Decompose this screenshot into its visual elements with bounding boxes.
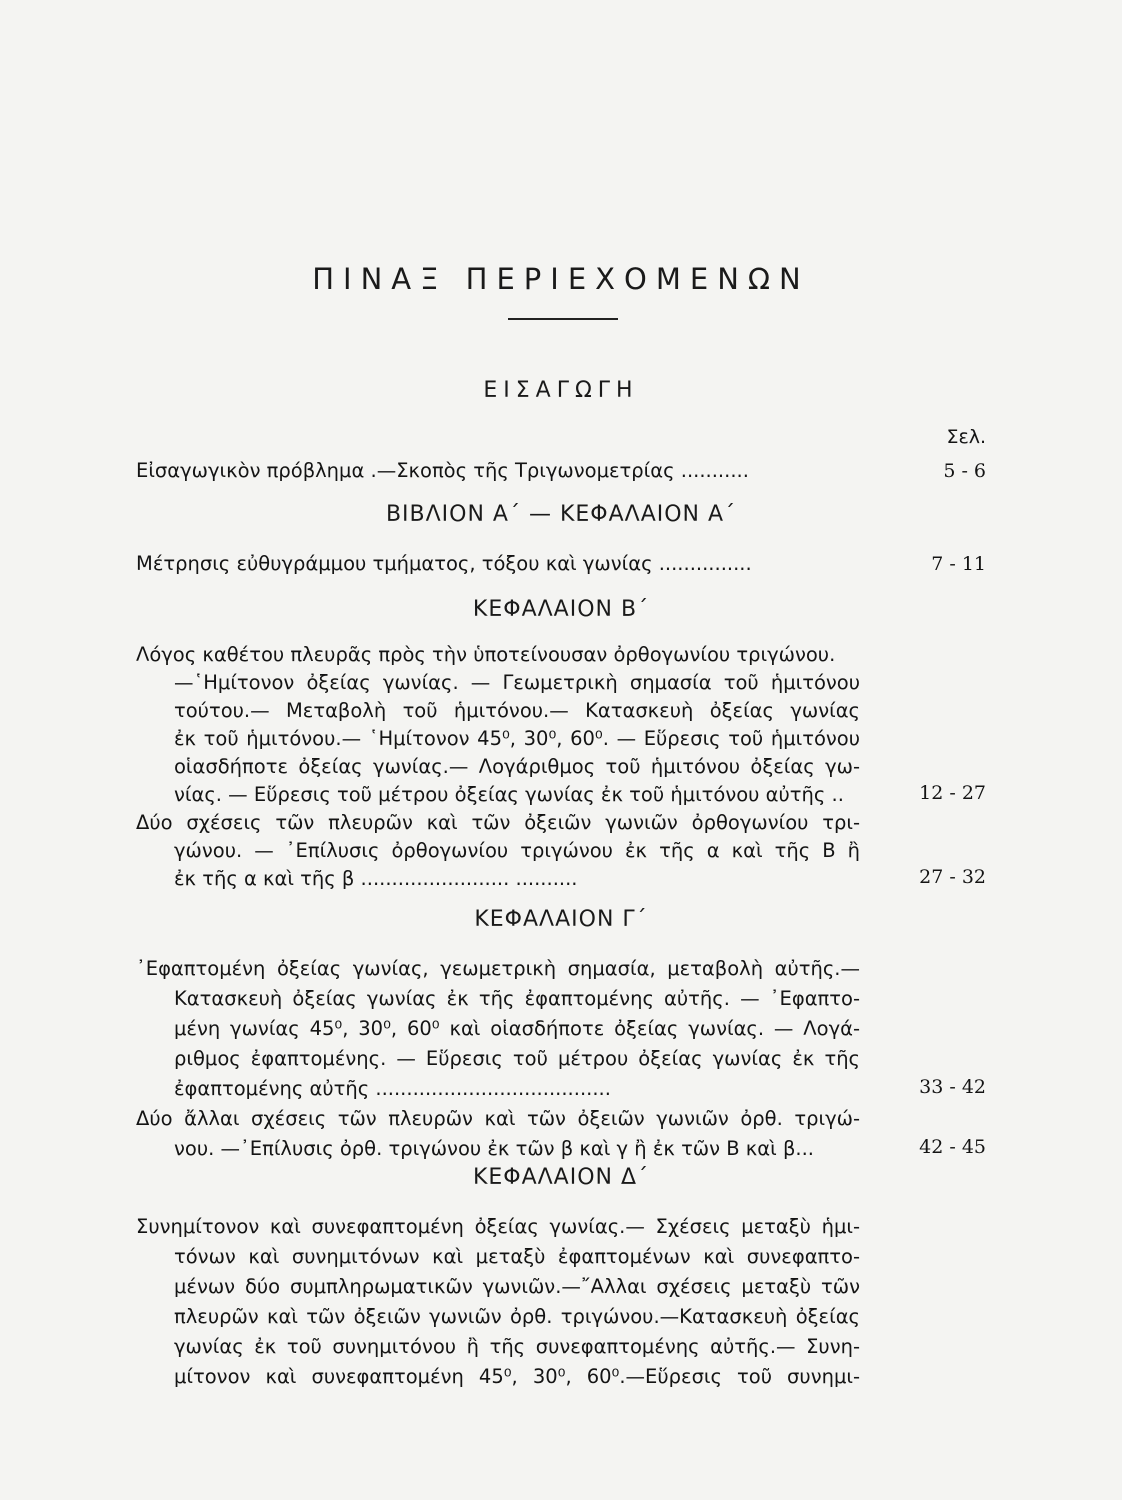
toc-line: ᾽Εφαπτομένη ὀξείας γωνίας, γεωμετρικὴ σημασία, μεταβολὴ αὐτῆς.— [136,957,860,980]
toc-page: 42 - 45 [919,1136,986,1158]
toc-line: —῾Ημίτονον ὀξείας γωνίας. — Γεωμετρικὴ σημασία τοῦ ἡμιτόνου [174,671,860,694]
page-title: ΠΙΝΑΞ ΠΕΡΙΕΧΟΜΕΝΩΝ [312,262,810,296]
toc-line: γώνου. — ᾽Επίλυσις ὀρθογωνίου τριγώνου ἐκ τῆς α καὶ τῆς Β ἢ [174,839,860,862]
toc-line: Δύο ἄλλαι σχέσεις τῶν πλευρῶν καὶ τῶν ὀξειῶν γωνιῶν ὀρθ. τριγώ- [136,1107,860,1130]
toc-line: Συνημίτονον καὶ συνεφαπτομένη ὀξείας γωνίας.— Σχέσεις μεταξὺ ἡμι- [136,1215,860,1238]
intro-heading: ΕΙΣΑΓΩΓΗ [483,378,639,403]
toc-line: μένη γωνίας 45⁰, 30⁰, 60⁰ καὶ οἱασδήποτε ὀξείας γωνίας. — Λογά- [174,1017,860,1040]
chapter-b-heading: ΚΕΦΑΛΑΙΟΝ Β΄ [472,597,650,622]
toc-line: ἐφαπτομένης αὐτῆς ...................................... [174,1077,611,1100]
toc-line: ριθμος ἐφαπτομένης. — Εὕρεσις τοῦ μέτρου ὀξείας γωνίας ἐκ τῆς [174,1047,860,1070]
toc-entry-intro: Εἰσαγωγικὸν πρόβλημα .—Σκοπὸς τῆς Τριγωνομετρίας ........... [136,459,749,482]
toc-line: νου. —᾽Επίλυσις ὀρθ. τριγώνου ἐκ τῶν β καὶ γ ἢ ἐκ τῶν Β καὶ β... [174,1137,814,1160]
toc-line: νίας. — Εὕρεσις τοῦ μέτρου ὀξείας γωνίας ἐκ τοῦ ἡμιτόνου αὐτῆς .. [174,783,844,806]
toc-line: Κατασκευὴ ὀξείας γωνίας ἐκ τῆς ἐφαπτομένης αὐτῆς. — ᾽Εφαπτο- [174,987,860,1010]
title-rule [508,318,618,320]
toc-line: πλευρῶν καὶ τῶν ὀξειῶν γωνιῶν ὀρθ. τριγώνου.—Κατασκευὴ ὀξείας [174,1305,860,1328]
toc-line: ἐκ τῆς α καὶ τῆς β ........................ .......... [174,867,578,890]
page-column-label: Σελ. [946,426,986,448]
toc-line: Δύο σχέσεις τῶν πλευρῶν καὶ τῶν ὀξειῶν γωνιῶν ὀρθογωνίου τρι- [136,811,860,834]
toc-entry-chapter-a: Μέτρησις εὐθυγράμμου τμήματος, τόξου καὶ γωνίας ............... [136,552,752,575]
toc-line: τούτου.— Μεταβολὴ τοῦ ἡμιτόνου.— Κατασκευὴ ὀξείας γωνίας [174,699,860,722]
toc-line: τόνων καὶ συνημιτόνων καὶ μεταξὺ ἐφαπτομένων καὶ συνεφαπτο- [174,1245,860,1268]
toc-page: 33 - 42 [919,1076,986,1098]
toc-line: οἱασδήποτε ὀξείας γωνίας.— Λογάριθμος τοῦ ἡμιτόνου ὀξείας γω- [174,755,860,778]
book-heading: ΒΙΒΛΙΟΝ Α΄ — ΚΕΦΑΛΑΙΟΝ Α΄ [385,502,737,527]
toc-line: ἐκ τοῦ ἡμιτόνου.— ῾Ημίτονον 45⁰, 30⁰, 60⁰. — Εὕρεσις τοῦ ἡμιτόνου [174,727,860,750]
toc-page: 27 - 32 [919,866,986,888]
chapter-d-heading: ΚΕΦΑΛΑΙΟΝ Δ΄ [472,1165,650,1190]
toc-line: γωνίας ἐκ τοῦ συνημιτόνου ἢ τῆς συνεφαπτομένης αὐτῆς.— Συνη- [174,1335,860,1358]
toc-line: μένων δύο συμπληρωματικῶν γωνιῶν.—῎Αλλαι σχέσεις μεταξὺ τῶν [174,1275,860,1298]
toc-line: Λόγος καθέτου πλευρᾶς πρὸς τὴν ὑποτείνουσαν ὀρθογωνίου τριγώνου. [136,643,836,666]
toc-page-intro: 5 - 6 [943,460,986,482]
toc-page-chapter-a: 7 - 11 [931,553,986,575]
toc-line: μίτονον καὶ συνεφαπτομένη 45⁰, 30⁰, 60⁰.—Εὕρεσις τοῦ συνημι- [174,1365,860,1388]
toc-page: 12 - 27 [919,782,986,804]
chapter-c-heading: ΚΕΦΑΛΑΙΟΝ Γ΄ [474,907,648,932]
